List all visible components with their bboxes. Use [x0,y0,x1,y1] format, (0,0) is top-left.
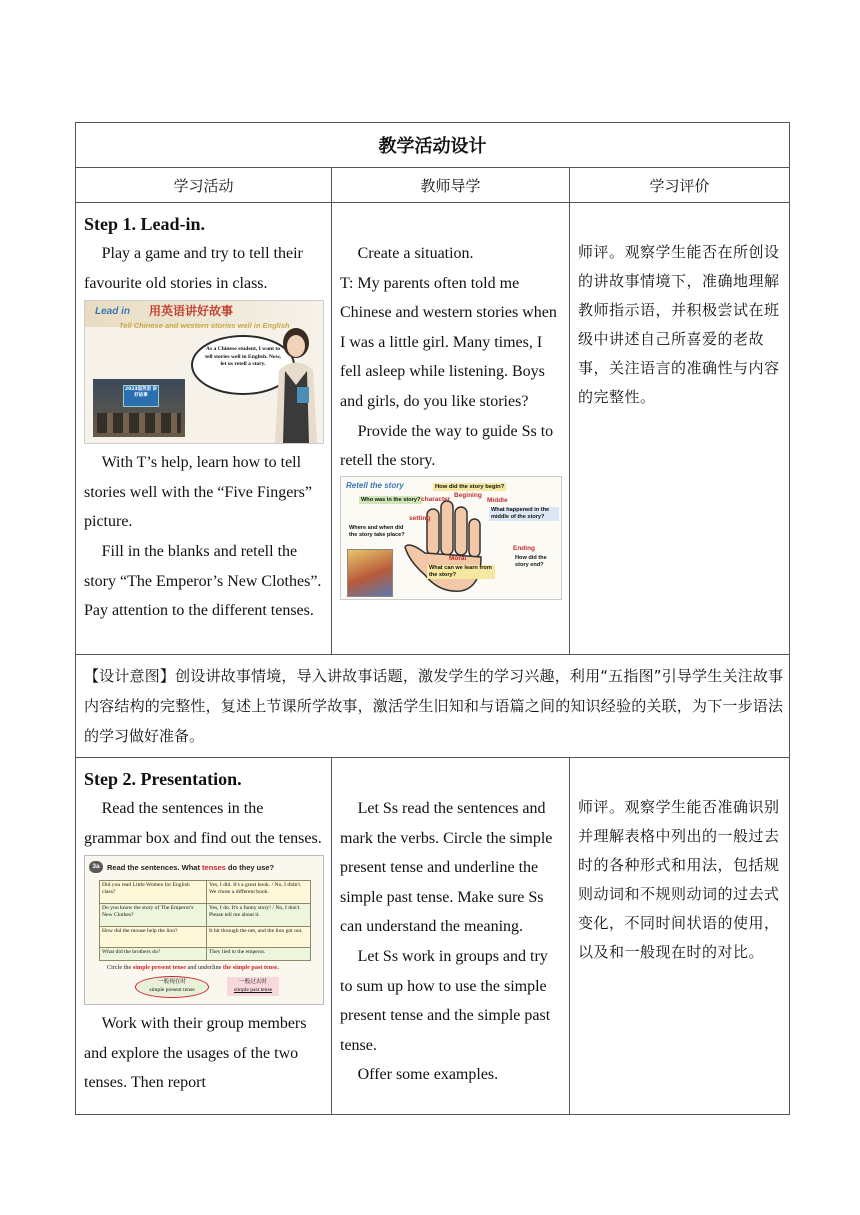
retell-end-question: How did the story end? [515,554,547,568]
grammar-heading: Read the sentences. What tenses do they use? [107,863,275,873]
step1-guide-1: Create a situation. [357,245,474,262]
teacher-figure [271,325,321,443]
retell-middle: Middle [487,496,508,504]
design-intent: 【设计意图】创设讲故事情境，导入讲故事话题，激发学生的学习兴趣，利用“五指图”引导学生关注故事内容结构的完整性，复述上节课所学故事，激活学生旧知和与语篇之间的知识经验的关联，为下一步语法的学习做好准备。 [84,667,784,745]
leadin-heading-cn: 用英语讲好故事 [149,304,234,319]
step1-guide-2: T: My parents often told me Chinese and western stories when I was a little girl. Many times, I fell asleep while listening. Boys and girls, do you like stories? [340,274,557,410]
step2-evaluation-cell [570,758,790,1115]
retell-where-question: Where and when did the story take place? [349,524,405,538]
step2-guide-3: Offer some examples. [357,1066,499,1084]
grammar-row: Do you know the story of The Emperor's New Clothes? Yes, I do. It's a funny story! / No, I don't. Please tell me about it. [100,904,310,927]
leadin-slide-image [84,300,324,444]
retell-beginning: Begining [454,491,482,499]
step1-evaluation: 师评。观察学生能否在所创设的讲故事情境下，准确地理解教师指示语，并积极尝试在班级中讲述自己所喜爱的老故事，关注语言的准确性与内容的完整性。 [578,243,780,406]
step1-guide-cell [332,203,570,655]
leadin-heading-en: Tell Chinese and western stories well in English [119,321,290,331]
speech-bubble-text: As a Chinese student, I want to tell stories well in English. Now, let us retell a story. [205,346,281,368]
teaching-design-table [75,122,790,1115]
step1-activity-2: With T’s help, learn how to tell stories well with the “Five Fingers” picture. [84,454,312,531]
step1-title: Step 1. Lead-in. [84,214,206,234]
step2-activity-1: Read the sentences in the grammar box and find out the tenses. [84,800,322,847]
tag-simple-past: 一般过去时 simple past tense [227,977,279,996]
grammar-row: How did the mouse help the lion? It bit through the net, and the lion got out. [100,927,310,948]
step2-guide-cell [332,758,570,1115]
step2-guide-1: Let Ss read the sentences and mark the verbs. Circle the simple present tense and underline the simple past tense. Make sure Ss can understand the meaning. [340,800,553,936]
retell-slide-image [340,476,562,600]
step1-activity-3: Fill in the blanks and retell the story “The Emperor’s New Clothes”. Pay attention to the different tenses. [84,542,322,620]
step2-title: Step 2. Presentation. [84,769,242,789]
step2-activity-2: Work with their group members and explore the usages of the two tenses. Then report [84,1015,307,1092]
header-guide: 教师导学 [332,168,570,203]
retell-corner-label: Retell the story [346,480,404,490]
retell-learn-question: What can we learn from the story? [427,565,495,579]
grammar-row: What did the brothers do? They lied to the emperor. [100,948,310,960]
step1-activity-1: Play a game and try to tell their favourite old stories in class. [84,245,303,292]
retell-setting: setting [409,514,431,522]
grammar-row: Did you read Little Women for English class? Yes, I did. It's a great book. / No, I didn't. We chose a different book. [100,881,310,904]
grammar-slide-image [84,855,324,1005]
retell-ending: Ending [513,544,536,552]
grammar-table [99,880,311,961]
retell-begin-question: How did the story begin? [435,483,505,490]
header-activity: 学习活动 [76,168,332,203]
hand-icon [399,497,499,597]
retell-who-question: Who was in the story? [361,496,421,503]
step1-activity-cell [76,203,332,655]
step1-evaluation-cell [570,203,790,655]
classroom-screen-text: 2023国英语 讲好故事 [124,387,158,399]
step1-guide-3: Provide the way to guide Ss to retell the story. [340,422,554,470]
step2-activity-cell [76,758,332,1115]
retell-middle-question: What happened in the middle of the story? [489,507,559,521]
table-title: 教学活动设计 [76,123,790,168]
grammar-badge: 3a [89,861,103,873]
grammar-instruction: Circle the simple present tense and underline the simple past tense. [107,964,279,972]
classroom-photo [93,379,185,437]
retell-character: character [421,495,451,503]
leadin-corner-label: Lead in [95,306,131,318]
tag-simple-present: 一般现在时 simple present tense [135,976,209,998]
step2-evaluation: 师评。观察学生能否准确识别并理解表格中列出的一般过去时的各种形式和用法，包括规则动词和不规则动词的过去式变化，不同时间状语的使用，以及和一般现在时的对比。 [578,798,780,961]
design-intent-cell [76,655,790,758]
retell-moral: Moral [449,554,467,562]
step2-guide-2: Let Ss work in groups and try to sum up how to use the simple present tense and the simple past tense. [340,947,551,1054]
header-evaluation: 学习评价 [570,168,790,203]
storybook-illustration [347,549,393,597]
